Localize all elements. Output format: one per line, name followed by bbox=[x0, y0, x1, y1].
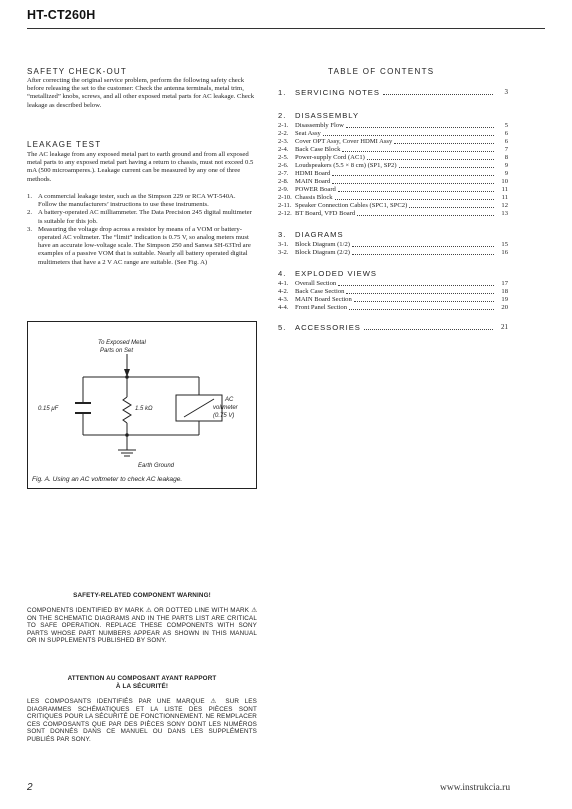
toc-item[interactable] bbox=[278, 296, 508, 304]
model-name: HT-CT260H bbox=[27, 8, 96, 22]
toc-leader bbox=[394, 138, 494, 144]
toc-page-number: 9 bbox=[504, 162, 508, 169]
toc-item-number: 2-7. bbox=[278, 170, 289, 177]
toc-leader bbox=[367, 154, 494, 160]
leakage-method-item bbox=[27, 209, 255, 225]
toc-item[interactable] bbox=[278, 130, 508, 138]
toc-item-number: 2-2. bbox=[278, 130, 289, 137]
toc-item-title: Back Case Block bbox=[295, 146, 341, 153]
toc-item-number: 2-10. bbox=[278, 194, 292, 201]
item-number: 3. bbox=[27, 225, 33, 233]
toc-leader bbox=[352, 241, 494, 247]
item-text: A commercial leakage tester, such as the Simpson 229 or RCA WT-540A. Follow the manufacturers’ instructions to use these instruments. bbox=[38, 193, 236, 209]
toc-item[interactable] bbox=[278, 304, 508, 312]
toc-leader bbox=[354, 296, 494, 302]
toc-page-number: 16 bbox=[501, 249, 508, 256]
toc-item-title: Cover OPT Assy, Cover HDMI Assy bbox=[295, 138, 393, 145]
toc-item-number: 2-6. bbox=[278, 162, 289, 169]
toc-item[interactable] bbox=[278, 178, 508, 186]
toc-leader bbox=[357, 210, 494, 216]
watermark[interactable]: www.instrukcia.ru bbox=[440, 783, 511, 793]
toc-item-title: HDMI Board bbox=[295, 170, 331, 177]
toc-item-number: 4-3. bbox=[278, 296, 289, 303]
toc-item-title: Speaker Connection Cables (SPC1, SPC2) bbox=[295, 202, 408, 209]
toc-section-accessories[interactable] bbox=[278, 323, 508, 333]
header-rule bbox=[27, 28, 545, 29]
toc-section-number: 1. bbox=[278, 88, 287, 97]
toc-item[interactable] bbox=[278, 210, 508, 218]
toc-item[interactable] bbox=[278, 280, 508, 288]
toc-item[interactable] bbox=[278, 162, 508, 170]
toc-page-number: 21 bbox=[501, 323, 508, 331]
ground-label: Earth Ground bbox=[138, 463, 175, 469]
capacitor-plate-bottom bbox=[75, 412, 91, 414]
leakage-test-heading: LEAKAGE TEST bbox=[27, 140, 102, 149]
item-text: A battery-operated AC milliammeter. The Data Precision 245 digital multimeter is suitable for this job. bbox=[38, 209, 252, 225]
toc-section-title: EXPLODED VIEWS bbox=[295, 269, 377, 278]
item-number: 1. bbox=[27, 193, 33, 200]
toc-section-number: 3. bbox=[278, 230, 287, 239]
capacitor-plate-top bbox=[75, 402, 91, 404]
toc-leader bbox=[346, 288, 494, 294]
toc-section-number: 5. bbox=[278, 323, 287, 332]
toc-item-number: 2-12. bbox=[278, 210, 292, 217]
probe-arrow bbox=[124, 369, 130, 377]
warning-en-heading: SAFETY-RELATED COMPONENT WARNING! bbox=[73, 592, 211, 599]
toc-item-number: 4-1. bbox=[278, 280, 289, 287]
toc-item-title: MAIN Board bbox=[295, 178, 331, 185]
toc-item[interactable] bbox=[278, 138, 508, 146]
toc-item-number: 2-11. bbox=[278, 202, 292, 209]
warning-fr-heading-1: ATTENTION AU COMPOSANT AYANT RAPPORT bbox=[67, 675, 217, 682]
toc-page-number: 12 bbox=[501, 202, 508, 209]
toc-leader bbox=[335, 194, 494, 200]
figure-top-label-2: Parts on Set bbox=[100, 348, 134, 354]
toc-item[interactable] bbox=[278, 288, 508, 296]
toc-page-number: 6 bbox=[504, 138, 508, 145]
toc-leader bbox=[332, 170, 494, 176]
toc-leader bbox=[383, 88, 493, 95]
toc-heading: TABLE OF CONTENTS bbox=[328, 67, 435, 76]
toc-item-number: 2-1. bbox=[278, 122, 289, 129]
toc-item-title: Loudspeakers (5.5 × 8 cm) (SP1, SP2) bbox=[295, 162, 397, 169]
toc-page-number: 3 bbox=[504, 88, 508, 96]
safety-checkout-text: After correcting the original service problem, perform the following safety check before releasing the set to the customer: Check the antenna terminals, metal trim, “metallized” knobs, screws, and all other exposed metal parts for AC leakage. Check leakage as described below. bbox=[27, 77, 255, 109]
toc-item-title: Power-supply Cord (AC1) bbox=[295, 154, 365, 161]
figure-a bbox=[27, 321, 257, 489]
item-number: 2. bbox=[27, 209, 33, 217]
toc-item-number: 4-2. bbox=[278, 288, 289, 295]
toc-item-title: Chassis Block bbox=[295, 194, 333, 201]
toc-page-number: 19 bbox=[501, 296, 508, 303]
toc-item-title: Overall Section bbox=[295, 280, 337, 287]
voltmeter-label-2: voltmeter bbox=[213, 405, 238, 411]
figure-top-label-1: To Exposed Metal bbox=[98, 340, 146, 346]
capacitor-label: 0.15 μF bbox=[38, 406, 59, 412]
voltmeter-label-1: AC bbox=[225, 397, 234, 403]
leakage-methods-list bbox=[27, 193, 255, 267]
toc-section-number: 2. bbox=[278, 111, 287, 120]
toc-item[interactable] bbox=[278, 170, 508, 178]
toc-section-title: DISASSEMBLY bbox=[295, 111, 360, 120]
toc-page-number: 9 bbox=[504, 170, 508, 177]
toc-item-number: 3-2. bbox=[278, 249, 289, 256]
toc-item-title: Disassembly Flow bbox=[295, 122, 344, 129]
toc-item[interactable] bbox=[278, 241, 508, 249]
toc-page-number: 11 bbox=[501, 194, 508, 201]
toc-section-diagrams bbox=[278, 230, 508, 240]
toc-leader bbox=[409, 202, 494, 208]
toc-leader bbox=[352, 249, 494, 255]
toc-section-title: ACCESSORIES bbox=[295, 323, 361, 332]
warning-fr-heading-2: À LA SÉCURITÉ! bbox=[115, 683, 169, 690]
toc-page-number: 5 bbox=[504, 122, 508, 129]
toc-item[interactable] bbox=[278, 194, 508, 202]
toc-page-number: 18 bbox=[501, 288, 508, 295]
toc-page-number: 20 bbox=[501, 304, 508, 311]
toc-item[interactable] bbox=[278, 249, 508, 257]
resistor-symbol bbox=[123, 397, 131, 423]
toc-page-number: 15 bbox=[501, 241, 508, 248]
leakage-method-item bbox=[27, 226, 255, 267]
toc-page-number: 7 bbox=[504, 146, 508, 153]
voltmeter-label-3: (0.75 V) bbox=[213, 413, 235, 419]
toc-item-number: 2-4. bbox=[278, 146, 289, 153]
toc-page-number: 11 bbox=[501, 186, 508, 193]
toc-leader bbox=[399, 162, 494, 168]
warning-fr-text: LES COMPOSANTS IDENTIFIÉS PAR UNE MARQUE ⚠ SUR LES DIAGRAMMES SCHÉMATIQUES ET LA LISTE DES PIÈCES SONT CRITIQUES POUR LA SÉCURITÉ DE FONCTIONNEMENT. NE REMPLACER CES COMPOSANTS QUE PAR DES PIÈCES SONY DONT LES NUMÉROS SONT DONNÉS DANS CE MANUEL OU DANS LES SUPPLÉMENTS PUBLIÉS PAR SONY. bbox=[27, 698, 257, 743]
resistor-label: 1.5 kΩ bbox=[135, 406, 153, 412]
toc-section-title: SERVICING NOTES bbox=[295, 88, 380, 97]
toc-item-title: Back Case Section bbox=[295, 288, 345, 295]
toc-leader bbox=[338, 186, 494, 192]
toc-section-number: 4. bbox=[278, 269, 287, 278]
toc-item-title: BT Board, VFD Board bbox=[295, 210, 356, 217]
toc-leader bbox=[342, 146, 494, 152]
toc-item[interactable] bbox=[278, 202, 508, 210]
toc-item-title: Seat Assy bbox=[295, 130, 321, 137]
toc-leader bbox=[338, 280, 494, 286]
toc-item-title: Block Diagram (1/2) bbox=[295, 241, 350, 248]
toc-leader bbox=[349, 304, 494, 310]
toc-item-number: 2-8. bbox=[278, 178, 289, 185]
page-number: 2 bbox=[27, 782, 33, 793]
toc-leader bbox=[364, 323, 493, 330]
figure-caption: Fig. A. Using an AC voltmeter to check AC leakage. bbox=[32, 476, 183, 483]
leakage-method-item bbox=[27, 193, 255, 209]
toc-section-disassembly bbox=[278, 111, 508, 121]
toc-page-number: 10 bbox=[501, 178, 508, 185]
toc-item[interactable] bbox=[278, 122, 508, 130]
toc-item-number: 2-5. bbox=[278, 154, 289, 161]
safety-checkout-heading: SAFETY CHECK-OUT bbox=[27, 67, 127, 76]
toc-item-title: Block Diagram (2/2) bbox=[295, 249, 350, 256]
toc-item-number: 2-9. bbox=[278, 186, 289, 193]
toc-leader bbox=[332, 178, 494, 184]
toc-item-title: Front Panel Section bbox=[295, 304, 348, 311]
toc-section-exploded-views bbox=[278, 269, 508, 279]
item-text: Measuring the voltage drop across a resistor by means of a VOM or battery-operated AC voltmeter. The “limit” indication is 0.75 V, so analog meters must have an accurate low-voltage scale. The Simpson 250 and Sanwa SH-63Trd are examples of a passive VOM that is suitable. Nearly all battery operated digital multimeters that have a 2 V AC range are suitable. (See Fig. A) bbox=[38, 225, 251, 266]
toc-section-servicing-notes[interactable] bbox=[278, 88, 508, 98]
toc-item[interactable] bbox=[278, 146, 508, 154]
toc-page-number: 17 bbox=[501, 280, 508, 287]
toc-section-title: DIAGRAMS bbox=[295, 230, 344, 239]
toc-page-number: 6 bbox=[504, 130, 508, 137]
toc-item-number: 4-4. bbox=[278, 304, 289, 311]
toc-item-number: 2-3. bbox=[278, 138, 289, 145]
toc-item[interactable] bbox=[278, 186, 508, 194]
warning-en-text: COMPONENTS IDENTIFIED BY MARK ⚠ OR DOTTED LINE WITH MARK ⚠ ON THE SCHEMATIC DIAGRAMS AND IN THE PARTS LIST ARE CRITICAL TO SAFE OPERATION. REPLACE THESE COMPONENTS WITH SONY PARTS WHOSE PART NUMBERS APPEAR AS SHOWN IN THIS MANUAL OR IN SUPPLEMENTS PUBLISHED BY SONY. bbox=[27, 607, 257, 645]
toc-page-number: 8 bbox=[504, 154, 508, 161]
leakage-test-intro: The AC leakage from any exposed metal part to earth ground and from all exposed metal parts to any exposed metal part having a return to chassis, must not exceed 0.5 mA (500 microamperes.). Leakage current can be measured by any one of three methods. bbox=[27, 151, 254, 183]
toc-item[interactable] bbox=[278, 154, 508, 162]
toc-item-title: MAIN Board Section bbox=[295, 296, 352, 303]
toc-leader bbox=[346, 122, 494, 128]
toc-item-title: POWER Board bbox=[295, 186, 336, 193]
toc-page-number: 13 bbox=[501, 210, 508, 217]
toc-leader bbox=[323, 130, 494, 136]
toc-item-number: 3-1. bbox=[278, 241, 289, 248]
